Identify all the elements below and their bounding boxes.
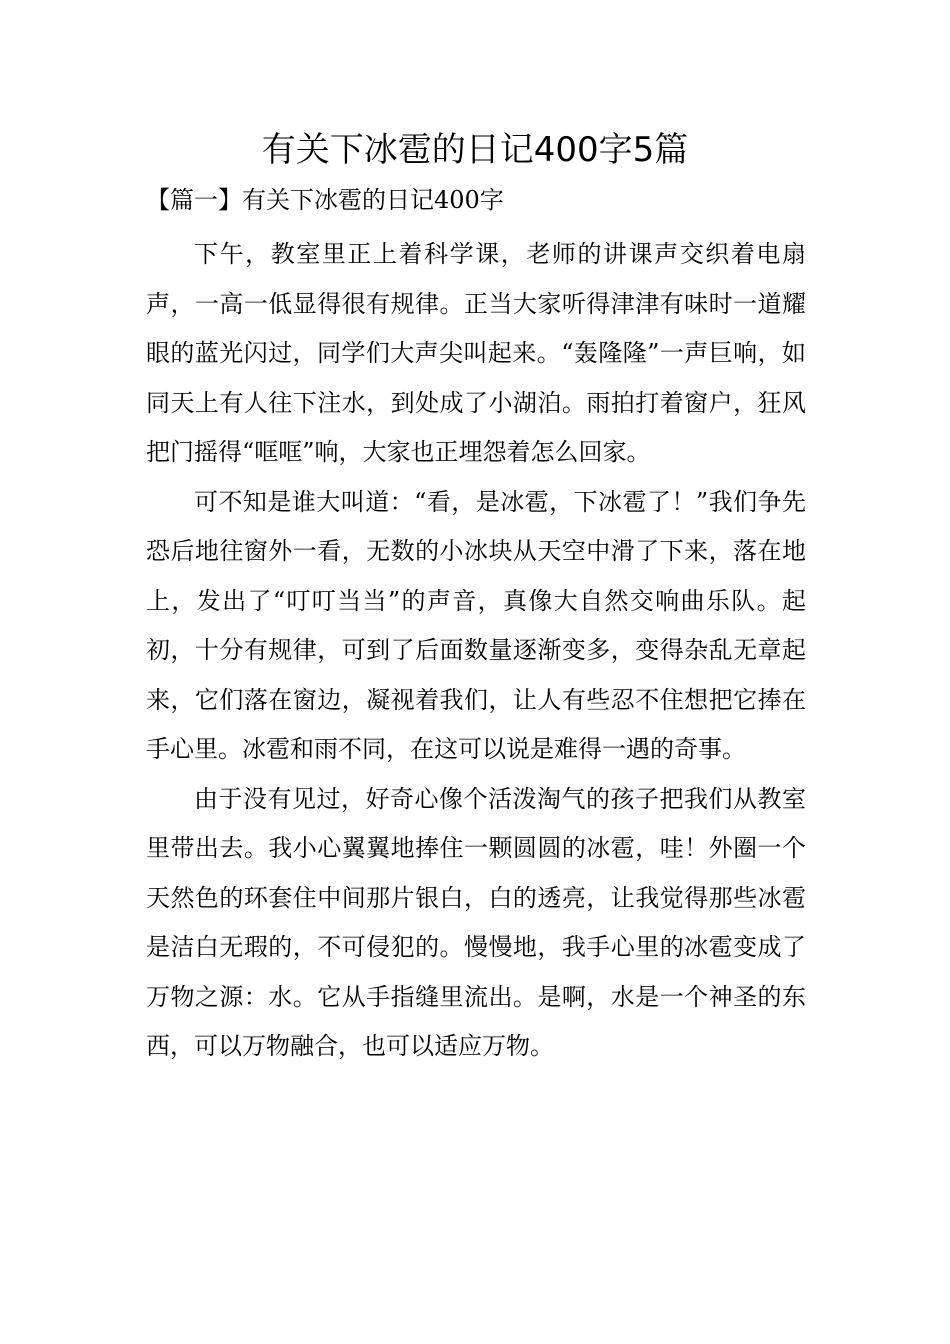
document-body (146, 230, 806, 1072)
paragraph-1: 下午，教室里正上着科学课，老师的讲课声交织着电扇声，一高一低显得很有规律。正当大家听得津津有味时一道耀眼的蓝光闪过，同学们大声尖叫起来。“轰隆隆”一声巨响，如同天上有人往下注水，到处成了小湖泊。雨拍打着窗户，狂风把门摇得“哐哐”响，大家也正埋怨着怎么回家。 (146, 240, 806, 466)
section-heading: 【篇一】有关下冰雹的日记400字 (146, 186, 504, 214)
paragraph-2: 可不知是谁大叫道：“看，是冰雹，下冰雹了！”我们争先恐后地往窗外一看，无数的小冰块从天空中滑了下来，落在地上，发出了“叮叮当当”的声音，真像大自然交响曲乐队。起初，十分有规律，可到了后面数量逐渐变多，变得杂乱无章起来，它们落在窗边，凝视着我们，让人有些忍不住想把它捧在手心里。冰雹和雨不同，在这可以说是难得一遇的奇事。 (146, 487, 806, 763)
document-title: 有关下冰雹的日记400字5篇 (261, 130, 689, 170)
paragraph-3: 由于没有见过，好奇心像个活泼淘气的孩子把我们从教室里带出去。我小心翼翼地捧住一颗圆圆的冰雹，哇！外圈一个天然色的环套住中间那片银白，白的透亮，让我觉得那些冰雹是洁白无瑕的，不可侵犯的。慢慢地，我手心里的冰雹变成了万物之源：水。它从手指缝里流出。是啊，水是一个神圣的东西，可以万物融合，也可以适应万物。 (146, 784, 806, 1060)
